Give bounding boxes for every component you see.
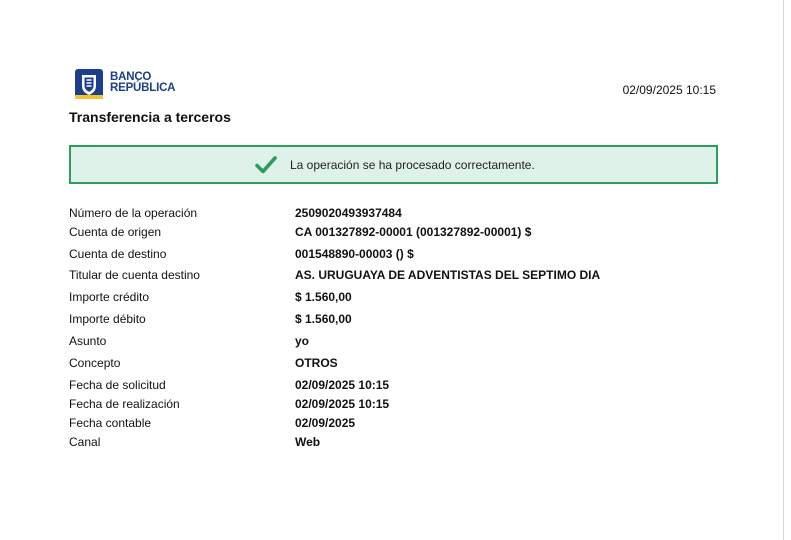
detail-row-destination-account [69,246,719,262]
detail-label: Canal [69,435,101,449]
detail-row-execution-date [69,396,719,412]
detail-value: 001548890-00003 () $ [295,247,414,261]
bank-name-line1: BANCO [110,71,152,83]
detail-value: 2509020493937484 [295,206,402,220]
detail-label: Fecha contable [69,416,152,430]
detail-value: 02/09/2025 10:15 [295,397,390,411]
detail-row-destination-holder [69,267,719,283]
detail-value: Web [295,435,321,449]
bank-name [110,72,175,94]
success-banner [69,145,718,184]
detail-label: Fecha de solicitud [69,378,166,392]
detail-row-channel [69,434,719,450]
detail-value: AS. URUGUAYA DE ADVENTISTAS DEL SEPTIMO DIA [295,268,601,282]
bank-logo [75,69,185,99]
detail-row-request-date [69,377,719,393]
detail-row-debit-amount [69,311,719,327]
detail-label: Cuenta de destino [69,247,167,261]
detail-value: 02/09/2025 10:15 [295,378,390,392]
page-title: Transferencia a terceros [69,109,231,125]
detail-row-concept [69,355,719,371]
detail-row-accounting-date [69,415,719,431]
detail-row-credit-amount [69,289,719,305]
detail-value: OTROS [295,356,338,370]
page-edge-divider [783,0,784,540]
detail-value: $ 1.560,00 [295,312,352,326]
detail-value: 02/09/2025 [295,416,356,430]
detail-label: Importe débito [69,312,146,326]
detail-value: CA 001327892-00001 (001327892-00001) $ [295,225,532,239]
detail-label: Número de la operación [69,206,198,220]
brou-logo-icon [75,69,103,99]
detail-label: Concepto [69,356,121,370]
bank-name-line2: REPÚBLICA [110,82,176,94]
detail-value: $ 1.560,00 [295,290,352,304]
detail-row-origin-account [69,224,719,240]
detail-row-operation-number [69,205,719,221]
detail-row-subject [69,333,719,349]
detail-label: Fecha de realización [69,397,180,411]
detail-label: Asunto [69,334,107,348]
success-message: La operación se ha procesado correctamente. [290,158,535,172]
detail-label: Importe crédito [69,290,150,304]
detail-label: Titular de cuenta destino [69,268,200,282]
check-icon [255,155,277,175]
detail-value: yo [295,334,310,348]
detail-label: Cuenta de origen [69,225,162,239]
print-datetime: 02/09/2025 10:15 [622,83,716,97]
